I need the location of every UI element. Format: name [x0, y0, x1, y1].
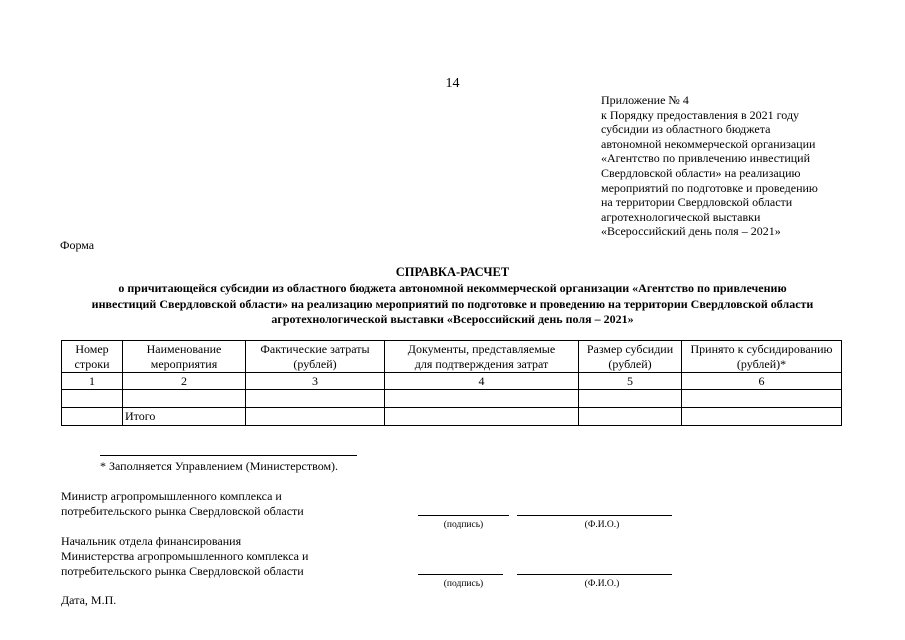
footnote-divider — [100, 455, 357, 456]
table-header-row — [62, 341, 842, 373]
empty-cell[interactable] — [682, 408, 842, 426]
header-row-number: Номер строки — [62, 341, 123, 373]
column-number: 5 — [579, 373, 682, 390]
signature-caption: (подпись) — [443, 520, 484, 530]
full-name-line[interactable] — [517, 574, 672, 575]
column-number: 3 — [246, 373, 385, 390]
appendix-header — [601, 93, 861, 239]
header-actual-costs: Фактические затраты (рублей) — [246, 341, 385, 373]
empty-cell[interactable] — [579, 408, 682, 426]
signature-line[interactable] — [418, 574, 503, 575]
position-line: Министр агропромышленного комплекса и — [61, 489, 282, 503]
signature-position-minister — [61, 489, 304, 519]
empty-cell[interactable] — [246, 390, 385, 408]
appendix-line: Свердловской области» на реализацию — [601, 165, 801, 180]
subtitle-line: инвестиций Свердловской области» на реализацию мероприятий по подготовке и проведению на территории Свердловской области — [91, 296, 814, 311]
date-stamp-label: Дата, М.П. — [61, 593, 117, 607]
appendix-line: субсидии из областного бюджета — [601, 122, 771, 137]
signature-caption: (подпись) — [443, 579, 484, 589]
column-number: 2 — [123, 373, 246, 390]
appendix-line: «Всероссийский день поля – 2021» — [601, 224, 781, 239]
appendix-line: «Агентство по привлечению инвестиций — [601, 151, 811, 166]
empty-cell[interactable] — [385, 390, 579, 408]
header-event-name: Наименование мероприятия — [123, 341, 246, 373]
full-name-line[interactable] — [517, 515, 672, 516]
signature-line[interactable] — [418, 515, 509, 516]
position-line: Начальник отдела финансирования — [61, 534, 242, 548]
position-line: Министерства агропромышленного комплекса и — [61, 549, 309, 563]
page-number: 14 — [445, 76, 460, 91]
appendix-line: агротехнологической выставки — [601, 209, 761, 224]
position-line: потребительского рынка Свердловской области — [61, 564, 304, 578]
appendix-line: автономной некоммерческой организации — [601, 136, 816, 151]
column-number: 1 — [62, 373, 123, 390]
document-subtitle — [40, 281, 865, 328]
footnote: * Заполняется Управлением (Министерством). — [100, 459, 339, 473]
appendix-line: к Порядку предоставления в 2021 году — [601, 107, 800, 122]
column-number: 4 — [385, 373, 579, 390]
appendix-line: Приложение № 4 — [601, 93, 689, 107]
empty-cell[interactable] — [682, 390, 842, 408]
appendix-line: мероприятий по подготовке и проведению — [601, 180, 818, 195]
appendix-line: на территории Свердловской области — [601, 195, 793, 210]
empty-cell[interactable] — [123, 390, 246, 408]
empty-cell[interactable] — [385, 408, 579, 426]
total-row — [62, 408, 842, 426]
subtitle-line: о причитающейся субсидии из областного бюджета автономной некоммерческой организации «Агентство по привлечению — [118, 281, 787, 295]
calculation-table — [61, 340, 842, 426]
empty-cell[interactable] — [62, 390, 123, 408]
document-title: СПРАВКА-РАСЧЕТ — [395, 265, 510, 279]
form-label: Форма — [60, 238, 95, 252]
full-name-caption: (Ф.И.О.) — [584, 579, 620, 589]
empty-cell[interactable] — [246, 408, 385, 426]
column-number-row — [62, 373, 842, 390]
position-line: потребительского рынка Свердловской области — [61, 504, 304, 518]
total-label: Итого — [123, 408, 246, 426]
empty-cell[interactable] — [579, 390, 682, 408]
header-accepted-amount: Принято к субсидированию (рублей)* — [682, 341, 842, 373]
full-name-caption: (Ф.И.О.) — [584, 520, 620, 530]
column-number: 6 — [682, 373, 842, 390]
table-row — [62, 390, 842, 408]
header-subsidy-amount: Размер субсидии (рублей) — [579, 341, 682, 373]
header-documents: Документы, представляемые для подтверждения затрат — [385, 341, 579, 373]
signature-position-finance-head — [61, 534, 308, 579]
empty-cell[interactable] — [62, 408, 123, 426]
subtitle-line: агротехнологической выставки «Всероссийский день поля – 2021» — [271, 312, 634, 326]
